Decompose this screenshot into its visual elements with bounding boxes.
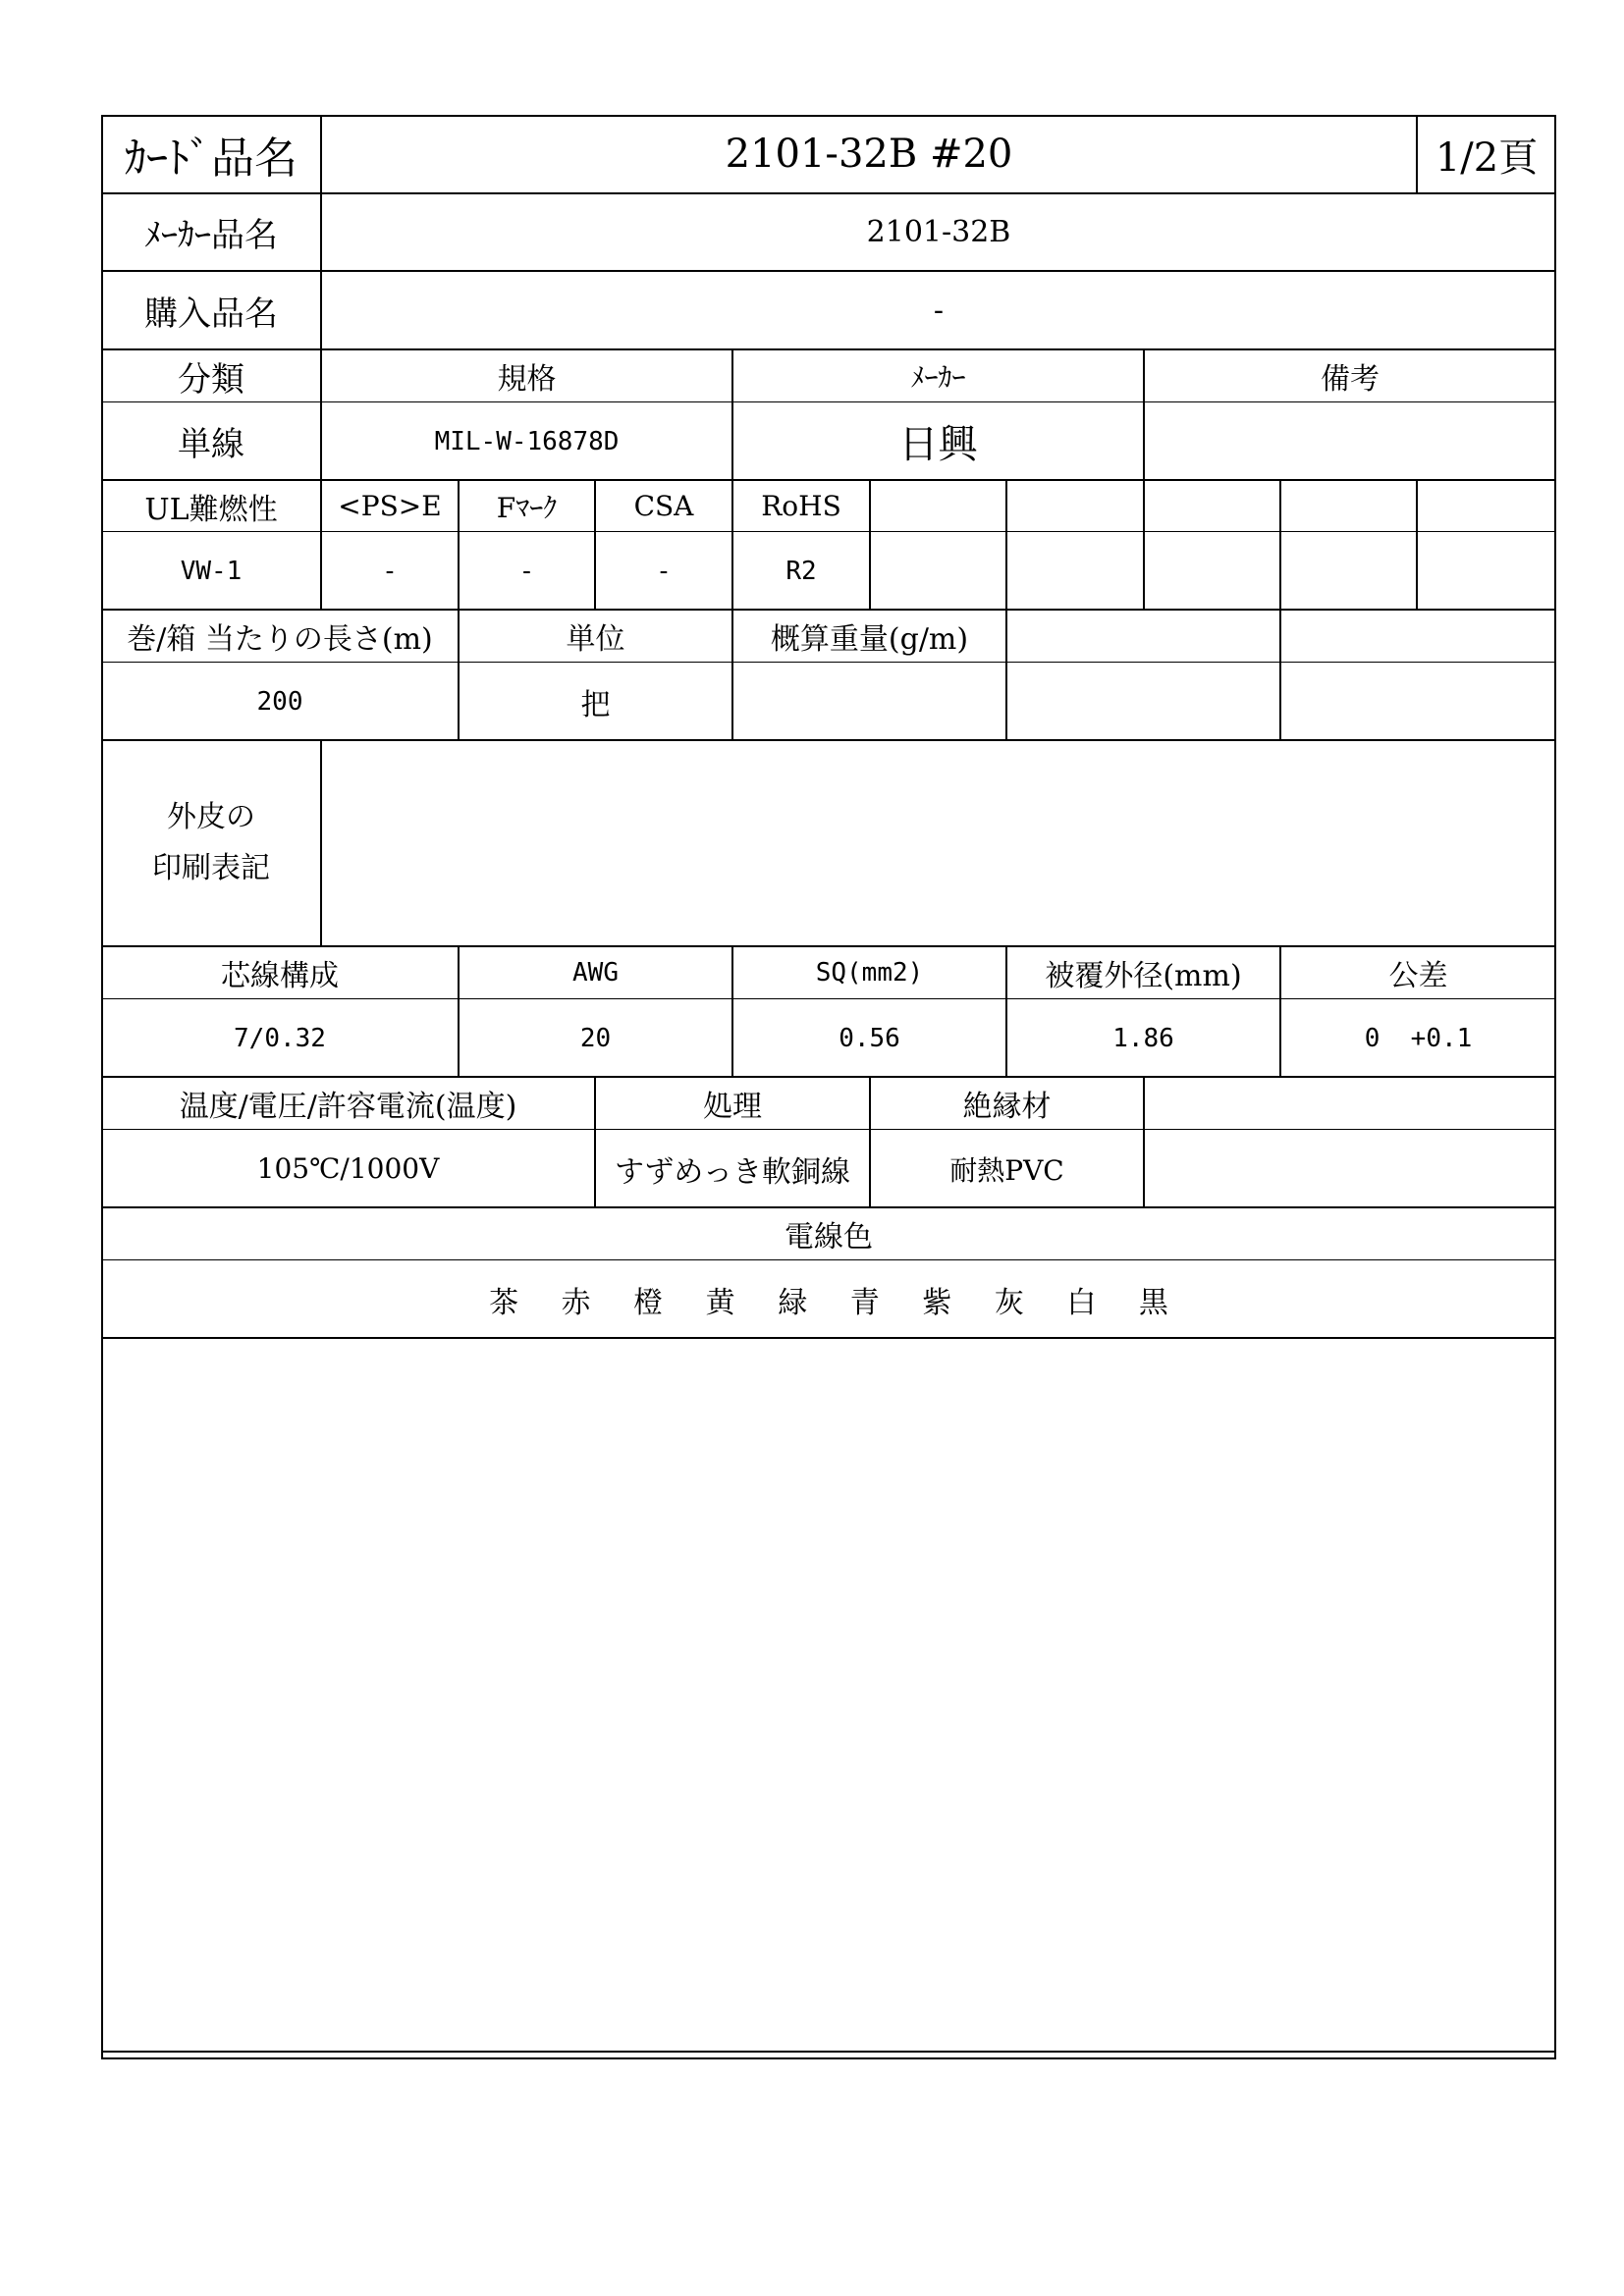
card-name-value: 2101-32B #20	[725, 132, 1013, 177]
remarks-header: 備考	[1321, 362, 1380, 397]
tolerance-header: 公差	[1388, 959, 1448, 993]
outer-diameter-value: 1.86	[1112, 1023, 1174, 1053]
cert-value: -	[382, 556, 398, 586]
cert-header	[1006, 480, 1144, 532]
cert-value: R2	[785, 556, 817, 586]
outer-diameter-header: 被覆外径(mm)	[1045, 959, 1242, 993]
print-marking-value	[321, 740, 1556, 946]
treatment-value: すずめっき軟銅線	[615, 1154, 850, 1190]
cert-value	[1144, 532, 1280, 610]
cert-value: VW-1	[180, 556, 243, 586]
card-name-label: ｶｰﾄﾞ品名	[125, 133, 298, 184]
blank-header	[1144, 1077, 1556, 1130]
awg-header: AWG	[572, 958, 619, 988]
conductor-value: 7/0.32	[234, 1023, 326, 1053]
classification-value: 単線	[178, 425, 244, 464]
purchase-name-value: -	[933, 293, 945, 328]
wire-color-values: 茶 赤 橙 黄 緑 青 紫 灰 白 黒	[489, 1285, 1168, 1320]
conductor-header: 芯線構成	[221, 959, 339, 993]
cert-value	[1280, 532, 1417, 610]
cert-header	[1144, 480, 1280, 532]
weight-header: 概算重量(g/m)	[770, 622, 969, 657]
sq-value: 0.56	[839, 1023, 900, 1053]
insulation-header: 絶縁材	[962, 1090, 1052, 1124]
cert-header: <PS>E	[338, 490, 442, 522]
blank-area	[101, 1339, 1556, 2050]
remarks-value	[1144, 402, 1556, 480]
spec-sheet	[101, 115, 1556, 2059]
maker-header: ﾒｰｶｰ	[910, 361, 966, 394]
page-number: 1/2頁	[1435, 134, 1539, 181]
sq-header: SQ(mm2)	[815, 958, 924, 988]
purchase-name-label: 購入品名	[144, 294, 278, 334]
cert-header	[870, 480, 1006, 532]
length-per-reel-value: 200	[256, 686, 303, 717]
cert-value: -	[656, 556, 672, 586]
classification-header: 分類	[178, 359, 244, 400]
cert-header	[1417, 480, 1556, 532]
treatment-header: 処理	[703, 1090, 762, 1124]
tolerance-value: 0 +0.1	[1364, 1023, 1473, 1053]
maker-value: 日興	[898, 422, 978, 467]
cert-value	[1006, 532, 1144, 610]
wire-color-label: 電線色	[785, 1220, 873, 1255]
standard-value: MIL-W-16878D	[434, 426, 620, 456]
unit-header: 単位	[566, 622, 625, 657]
cert-header	[1280, 480, 1417, 532]
blank-header	[1280, 610, 1556, 663]
awg-value: 20	[579, 1023, 612, 1053]
blank-value	[1280, 663, 1556, 740]
cert-value	[870, 532, 1006, 610]
double-rule	[101, 2051, 1556, 2053]
cert-value	[1417, 532, 1556, 610]
blank-value	[1144, 1130, 1556, 1207]
standard-header: 規格	[497, 362, 557, 397]
maker-name-label: ﾒｰｶｰ品名	[144, 216, 278, 255]
maker-name-value: 2101-32B	[866, 215, 1011, 249]
rating-header: 温度/電圧/許容電流(温度)	[179, 1090, 517, 1124]
print-marking-label: 外皮の 印刷表記	[152, 800, 270, 885]
cert-header: RoHS	[761, 490, 841, 522]
cert-header: UL難燃性	[144, 492, 278, 527]
insulation-value: 耐熱PVC	[949, 1153, 1064, 1187]
unit-value: 把	[580, 687, 611, 722]
cert-header: CSA	[633, 490, 694, 522]
weight-value	[732, 663, 1006, 740]
cert-header: Fﾏｰｸ	[496, 491, 558, 524]
blank-header	[1006, 610, 1280, 663]
length-per-reel-header: 巻/箱 当たりの長さ(m)	[127, 622, 433, 657]
blank-value	[1006, 663, 1280, 740]
rating-value: 105℃/1000V	[256, 1152, 440, 1185]
cert-value: -	[518, 556, 535, 586]
